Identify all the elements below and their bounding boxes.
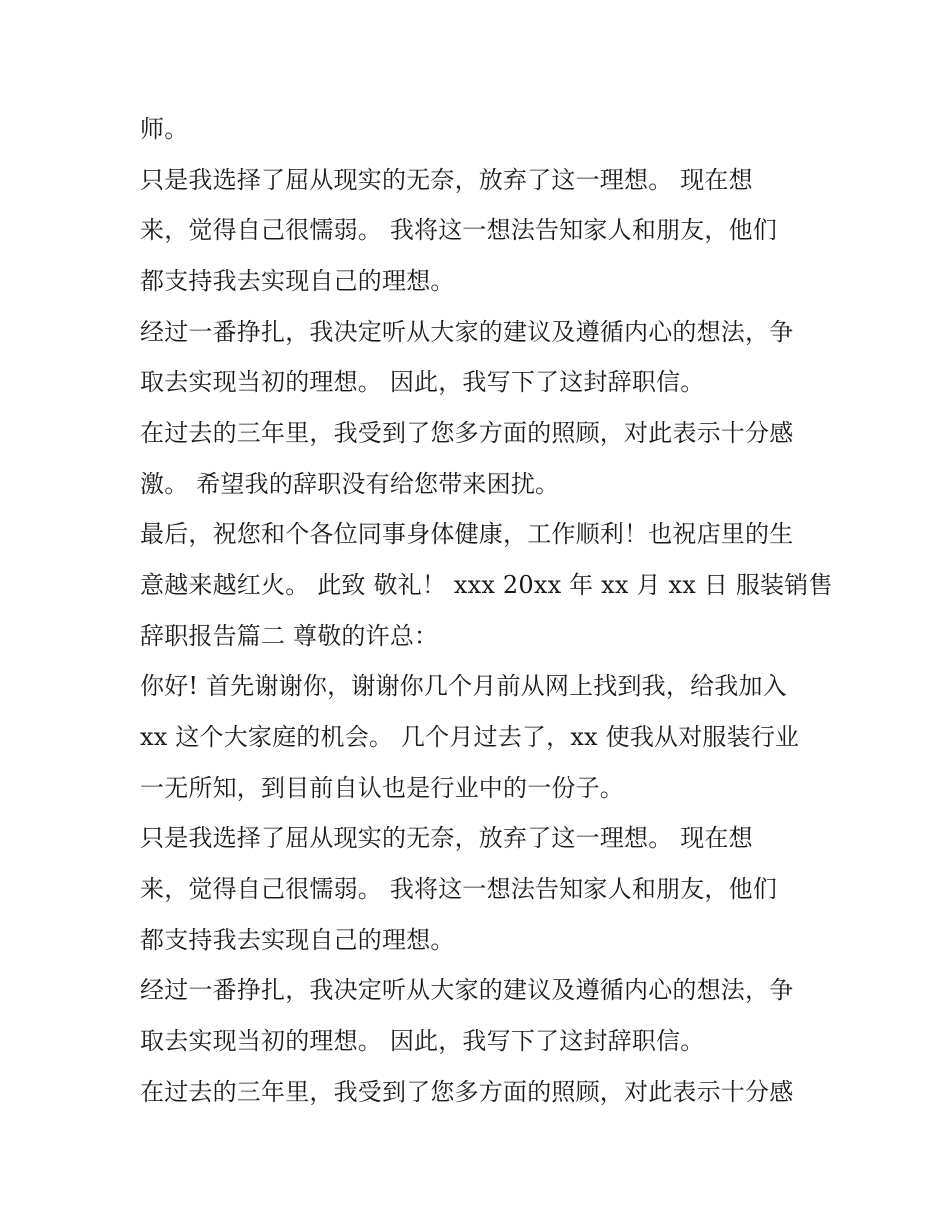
text-line: 激。 希望我的辞职没有给您带来困扰。 bbox=[140, 470, 560, 498]
text-line: 取去实现当初的理想。 因此，我写下了这封辞职信。 bbox=[140, 1027, 705, 1055]
text-line: 经过一番挣扎，我决定听从大家的建议及遵循内心的想法，争 bbox=[140, 318, 794, 346]
text-line: 来，觉得自己很懦弱。 我将这一想法告知家人和朋友，他们 bbox=[140, 875, 778, 903]
text-line: 来，觉得自己很懦弱。 我将这一想法告知家人和朋友，他们 bbox=[140, 216, 778, 244]
text-line: xx 这个大家庭的机会。 几个月过去了，xx 使我从对服装行业 bbox=[140, 723, 800, 751]
text-line: 意越来越红火。 此致 敬礼！ xxx 20xx 年 xx 月 xx 日 服装销售 bbox=[140, 571, 833, 599]
text-line: 只是我选择了屈从现实的无奈，放弃了这一理想。 现在想 bbox=[140, 824, 753, 852]
text-line: 在过去的三年里，我受到了您多方面的照顾，对此表示十分感 bbox=[140, 1078, 794, 1106]
text-line: 辞职报告篇二 尊敬的许总： bbox=[140, 622, 439, 650]
text-line: 最后，祝您和个各位同事身体健康，工作顺利！也祝店里的生 bbox=[140, 520, 794, 548]
text-line: 取去实现当初的理想。 因此，我写下了这封辞职信。 bbox=[140, 368, 705, 396]
text-line: 师。 bbox=[140, 115, 189, 143]
text-line: 只是我选择了屈从现实的无奈，放弃了这一理想。 现在想 bbox=[140, 166, 753, 194]
text-line: 都支持我去实现自己的理想。 bbox=[140, 267, 455, 295]
text-line: 经过一番挣扎，我决定听从大家的建议及遵循内心的想法，争 bbox=[140, 976, 794, 1004]
text-line: 你好! 首先谢谢你，谢谢你几个月前从网上找到我，给我加入 bbox=[140, 672, 787, 700]
text-line: 在过去的三年里，我受到了您多方面的照顾，对此表示十分感 bbox=[140, 419, 794, 447]
text-line: 一无所知，到目前自认也是行业中的一份子。 bbox=[140, 774, 624, 802]
text-line: 都支持我去实现自己的理想。 bbox=[140, 926, 455, 954]
